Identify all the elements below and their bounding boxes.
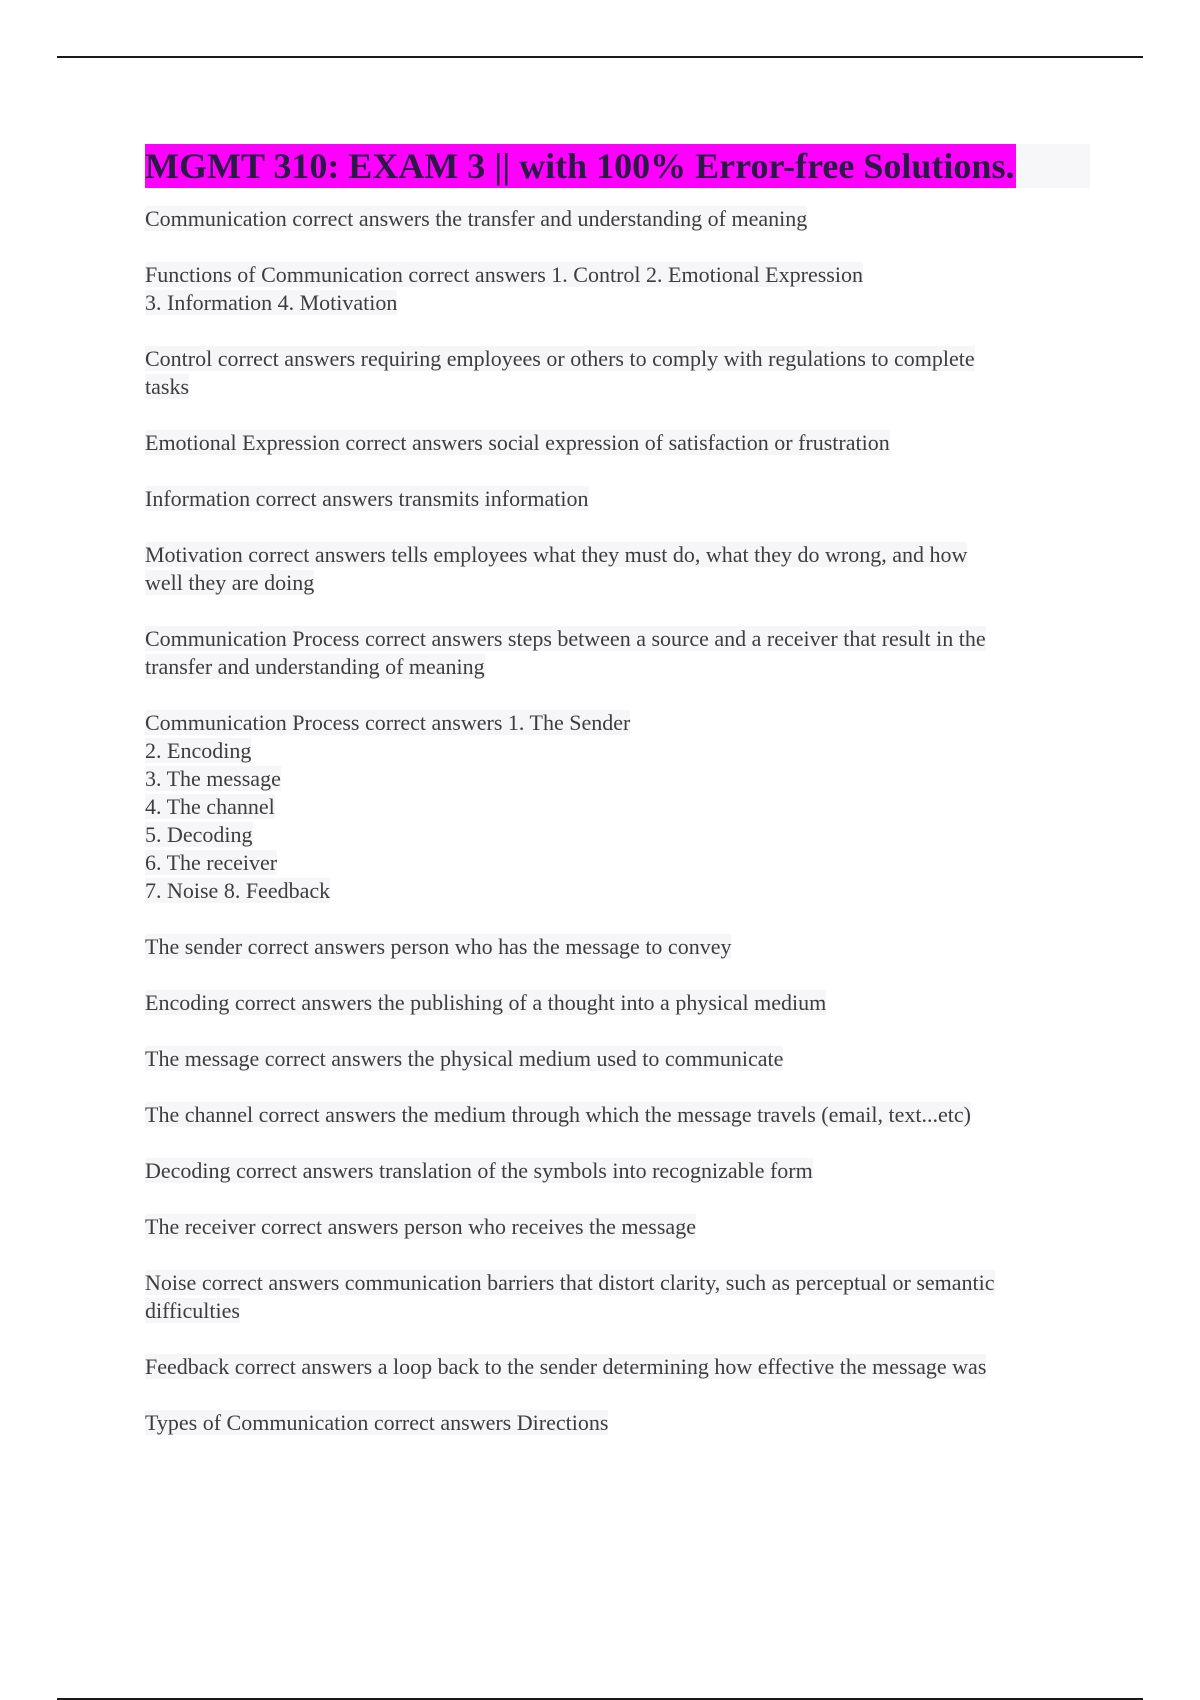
qa-line (145, 541, 1090, 569)
qa-line-text: Feedback correct answers a loop back to the sender determining how effective the message was (145, 1354, 987, 1379)
qa-line-text: Emotional Expression correct answers social expression of satisfaction or frustration (145, 430, 890, 455)
qa-line-text: Motivation correct answers tells employees what they must do, what they do wrong, and how (145, 542, 968, 567)
qa-entry (145, 1045, 1090, 1073)
qa-line (145, 205, 1090, 233)
qa-line-text: well they are doing (145, 570, 315, 595)
qa-line-text: 6. The receiver (145, 850, 278, 875)
qa-line (145, 793, 1090, 821)
qa-line (145, 877, 1090, 905)
qa-entry (145, 989, 1090, 1017)
qa-line (145, 989, 1090, 1017)
qa-line (145, 1297, 1090, 1325)
qa-line (145, 345, 1090, 373)
qa-line-text: Information correct answers transmits information (145, 486, 589, 511)
qa-line (145, 1213, 1090, 1241)
qa-line (145, 261, 1090, 289)
qa-line (145, 625, 1090, 653)
qa-line-text: Noise correct answers communication barriers that distort clarity, such as perceptual or semantic (145, 1270, 995, 1295)
qa-line-text: 3. The message (145, 766, 281, 791)
qa-line (145, 1353, 1090, 1381)
qa-line (145, 1269, 1090, 1297)
qa-entry (145, 709, 1090, 905)
qa-line-text: Functions of Communication correct answers 1. Control 2. Emotional Expression (145, 262, 863, 287)
qa-entry (145, 1353, 1090, 1381)
qa-entry (145, 1213, 1090, 1241)
qa-entry (145, 345, 1090, 401)
qa-line-text: 7. Noise 8. Feedback (145, 878, 331, 903)
qa-line-text: 3. Information 4. Motivation (145, 290, 398, 315)
qa-line (145, 485, 1090, 513)
qa-entry (145, 625, 1090, 681)
qa-line-text: tasks (145, 374, 189, 399)
qa-entry (145, 1157, 1090, 1185)
qa-line-text: 5. Decoding (145, 822, 253, 847)
qa-line (145, 1409, 1090, 1437)
qa-line (145, 653, 1090, 681)
qa-line-text: Decoding correct answers translation of the symbols into recognizable form (145, 1158, 813, 1183)
qa-line-text: 2. Encoding (145, 738, 252, 763)
qa-line-text: Types of Communication correct answers Directions (145, 1410, 609, 1435)
qa-line (145, 1045, 1090, 1073)
qa-entry (145, 933, 1090, 961)
qa-line (145, 821, 1090, 849)
qa-line-text: Communication correct answers the transfer and understanding of meaning (145, 206, 808, 231)
qa-list (145, 205, 1090, 1437)
qa-line (145, 933, 1090, 961)
qa-line-text: The sender correct answers person who has the message to convey (145, 934, 732, 959)
top-rule (57, 56, 1143, 58)
qa-entry (145, 261, 1090, 317)
qa-line (145, 429, 1090, 457)
qa-entry (145, 1269, 1090, 1325)
qa-line (145, 849, 1090, 877)
qa-line (145, 737, 1090, 765)
document-title: MGMT 310: EXAM 3 || with 100% Error-free Solutions. (145, 146, 1015, 186)
qa-line (145, 1157, 1090, 1185)
qa-line (145, 373, 1090, 401)
qa-line-text: 4. The channel (145, 794, 275, 819)
qa-line (145, 709, 1090, 737)
qa-line-text: The channel correct answers the medium through which the message travels (email, text...etc) (145, 1102, 971, 1127)
qa-entry (145, 541, 1090, 597)
qa-line-text: The receiver correct answers person who receives the message (145, 1214, 696, 1239)
qa-line-text: Communication Process correct answers 1. The Sender (145, 710, 631, 735)
qa-line (145, 289, 1090, 317)
qa-line (145, 1101, 1090, 1129)
qa-entry (145, 205, 1090, 233)
qa-line-text: The message correct answers the physical medium used to communicate (145, 1046, 784, 1071)
qa-line-text: Encoding correct answers the publishing of a thought into a physical medium (145, 990, 827, 1015)
title-band (145, 144, 1090, 188)
qa-line-text: difficulties (145, 1298, 240, 1323)
document-body (145, 144, 1090, 1465)
qa-entry (145, 485, 1090, 513)
qa-entry (145, 1101, 1090, 1129)
qa-line (145, 765, 1090, 793)
qa-line-text: Control correct answers requiring employees or others to comply with regulations to complete (145, 346, 975, 371)
qa-entry (145, 1409, 1090, 1437)
qa-line-text: Communication Process correct answers steps between a source and a receiver that result in the (145, 626, 986, 651)
qa-line (145, 569, 1090, 597)
qa-line-text: transfer and understanding of meaning (145, 654, 485, 679)
qa-entry (145, 429, 1090, 457)
